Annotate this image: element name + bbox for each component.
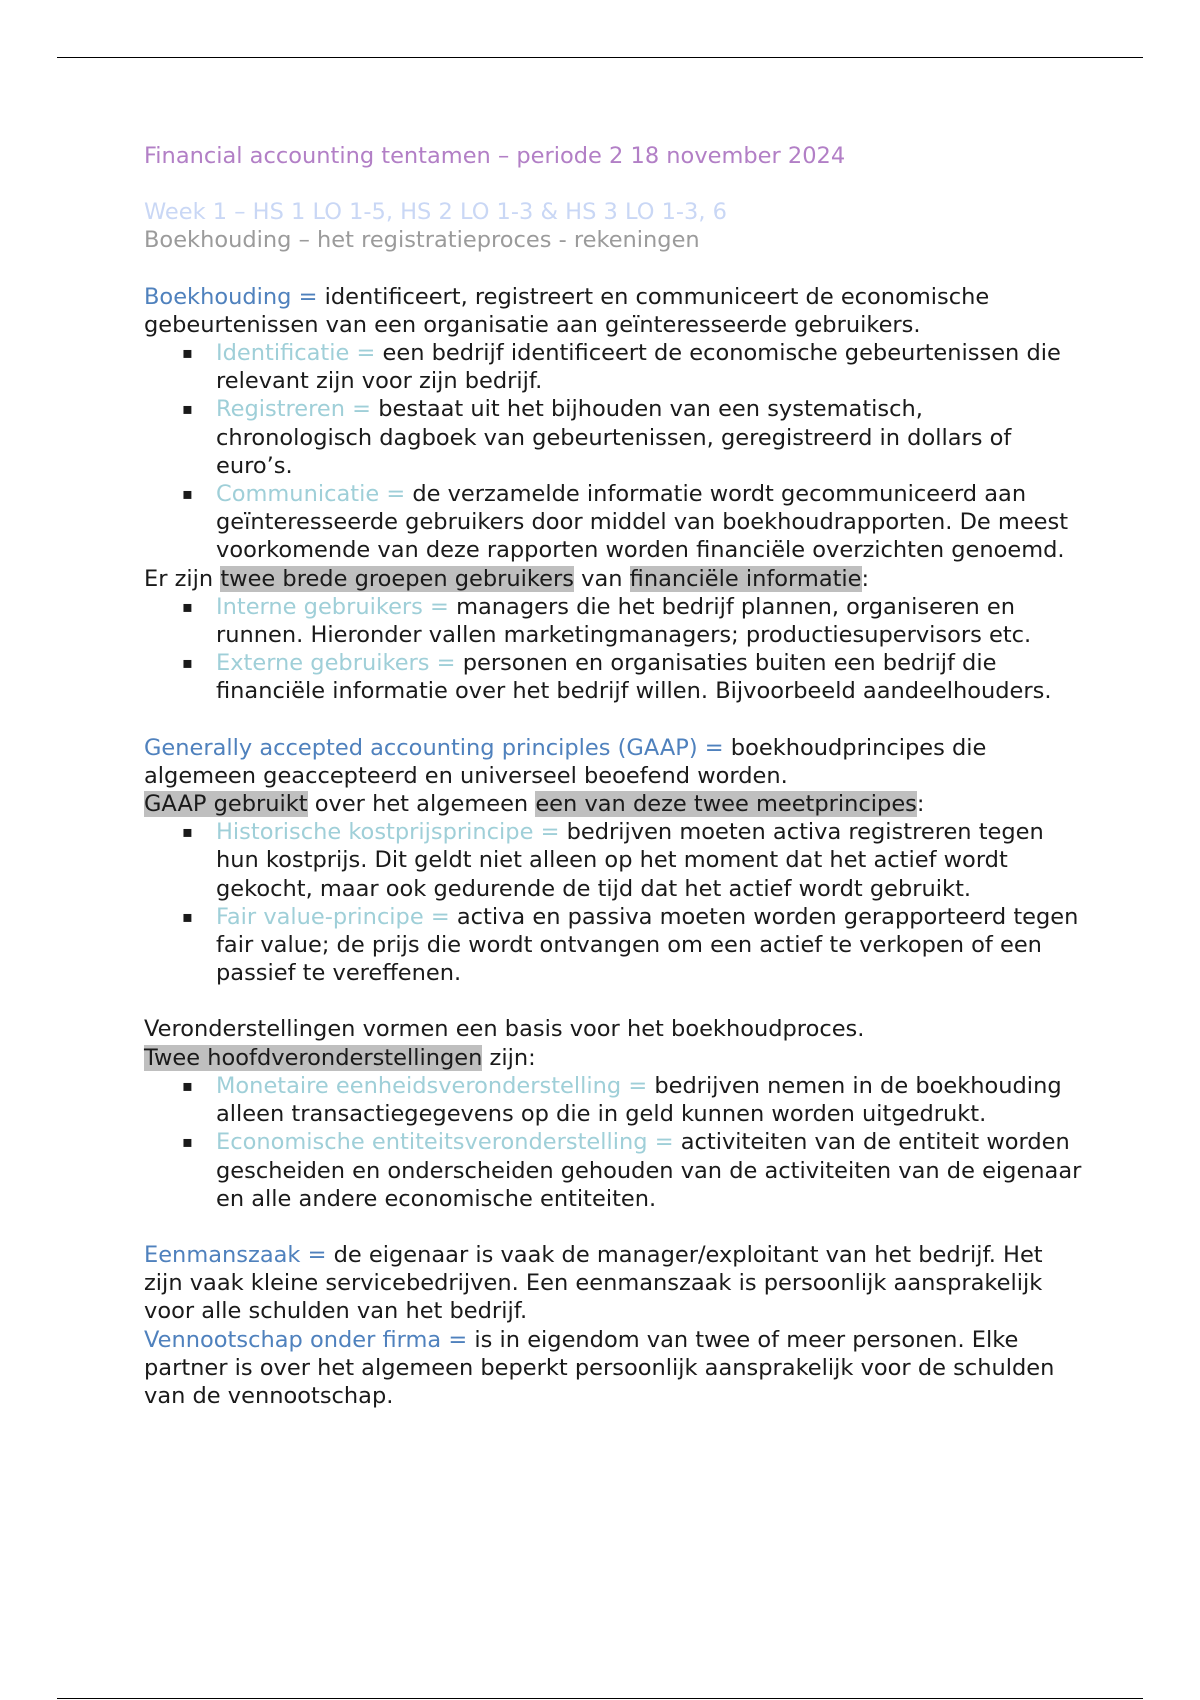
text: zijn: [482,1044,536,1071]
highlight: Twee hoofdveronderstellingen [144,1044,483,1071]
boekhouding-definition [144,283,1084,339]
equals: = [379,481,413,508]
item-text: bedrijven nemen in de boekhouding alleen transactiegegevens op die in geld kunnen worden uitgedrukt. [216,1072,1062,1128]
term: Eenmanszaak [144,1241,301,1268]
definition: identificeert, registreert en communiceert de economische gebeurtenissen van een organisatie aan geïnteresseerde gebruikers. [144,283,990,338]
equals: = [429,650,463,677]
highlight: financiële informatie [629,565,862,592]
groepen-list [144,593,1084,706]
equals: = [647,1129,681,1156]
term: Identificatie [216,340,350,367]
equals: = [423,903,457,930]
eenmanszaak-definition [144,1241,1084,1326]
list-item [144,818,1084,903]
term: Fair value-principe [216,903,424,930]
list-item [144,1072,1084,1128]
equals: = [300,1241,334,1268]
document-page [144,142,1084,1410]
item-text: de verzamelde informatie wordt gecommuniceerd aan geïnteresseerde gebruikers door middel van boekhoudrapporten. De meest voorkomende van deze rapporten worden financiële overzichten genoemd. [216,481,1069,564]
list-item [144,1128,1084,1213]
term: Monetaire eenheidsveronderstelling [216,1072,622,1099]
bullet-icon: ▪ [182,596,193,616]
veronderstellingen-intro: Veronderstellingen vormen een basis voor het boekhoudproces. [144,1016,865,1043]
bullet-icon: ▪ [182,653,193,673]
item-text: personen en organisaties buiten een bedrijf die financiële informatie over het bedrijf willen. Bijvoorbeeld aandeelhouders. [216,650,1052,705]
list-item [144,339,1084,395]
term: Generally accepted accounting principles (GAAP) [144,734,698,761]
term: Boekhouding [144,283,292,310]
highlight: GAAP gebruikt [144,791,308,818]
groepen-intro [144,565,1084,593]
list-item [144,649,1084,705]
bullet-icon: ▪ [182,822,193,842]
section-subtitle: Boekhouding – het registratieproces - rekeningen [144,227,700,254]
boekhouding-list [144,339,1084,565]
equals: = [345,396,379,423]
definition: boekhoudprincipes die algemeen geaccepteerd en universeel beoefend worden. [144,734,987,789]
week-heading: Week 1 – HS 1 LO 1-5, HS 2 LO 1-3 & HS 3 LO 1-3, 6 [144,199,727,226]
bullet-icon: ▪ [182,484,193,504]
equals: = [533,819,567,846]
definition: de eigenaar is vaak de manager/exploitant van het bedrijf. Het zijn vaak kleine servicebedrijven. Een eenmanszaak is persoonlijk aansprakelijk voor alle schulden van het bedrijf. [144,1241,1043,1325]
vof-definition [144,1326,1084,1411]
text: : [916,791,925,818]
term: Economische entiteitsveronderstelling [216,1129,648,1156]
list-item [144,395,1084,480]
item-text: activiteiten van de entiteit worden gescheiden en onderscheiden gehouden van de activiteiten van de eigenaar en alle andere economische entiteiten. [216,1129,1082,1212]
highlight: twee brede groepen gebruikers [220,565,574,592]
equals: = [697,734,731,761]
text: Er zijn [144,565,221,592]
veronderstellingen-list [144,1072,1084,1213]
gaap-intro [144,790,1084,818]
term: Interne gebruikers [216,593,423,620]
header-rule [57,57,1143,58]
item-text: een bedrijf identificeert de economische gebeurtenissen die relevant zijn voor zijn bedrijf. [216,340,1061,395]
item-text: activa en passiva moeten worden gerapporteerd tegen fair value; de prijs die wordt ontvangen om een actief te verkopen of een passief te vereffenen. [216,903,1079,987]
bullet-icon: ▪ [182,906,193,926]
term: Externe gebruikers [216,650,430,677]
footer-rule [57,1698,1143,1699]
list-item [144,903,1084,988]
term: Vennootschap onder firma [144,1326,442,1353]
item-text: bedrijven moeten activa registreren tegen hun kostprijs. Dit geldt niet alleen op het moment dat het actief wordt gekocht, maar ook gedurende de tijd dat het actief wordt gebruikt. [216,819,1044,902]
definition: is in eigendom van twee of meer personen. Elke partner is over het algemeen beperkt persoonlijk aansprakelijk voor de schulden van de vennootschap. [144,1326,1055,1409]
item-text: managers die het bedrijf plannen, organiseren en runnen. Hieronder vallen marketingmanagers; productiesupervisors etc. [216,593,1032,649]
equals: = [291,283,325,310]
text: van [573,565,630,592]
list-item [144,480,1084,565]
highlight: een van deze twee meetprincipes [535,791,917,818]
term: Registreren [216,396,346,423]
equals: = [441,1326,475,1353]
equals: = [621,1072,655,1099]
term: Historische kostprijsprincipe [216,819,534,846]
gaap-list [144,818,1084,987]
equals: = [422,593,457,620]
text: over het algemeen [307,791,536,818]
veronderstellingen-lead [144,1044,1084,1072]
gaap-definition [144,734,1084,790]
bullet-icon: ▪ [182,1132,193,1152]
equals: = [349,340,383,367]
bullet-icon: ▪ [182,399,193,419]
bullet-icon: ▪ [182,1075,193,1095]
list-item [144,593,1084,649]
document-title: Financial accounting tentamen – periode 2 18 november 2024 [144,143,846,169]
text: : [861,565,870,592]
term: Communicatie [216,481,380,508]
item-text: bestaat uit het bijhouden van een systematisch, chronologisch dagboek van gebeurtenissen, geregistreerd in dollars of euro’s. [216,396,1012,479]
bullet-icon: ▪ [182,343,193,363]
